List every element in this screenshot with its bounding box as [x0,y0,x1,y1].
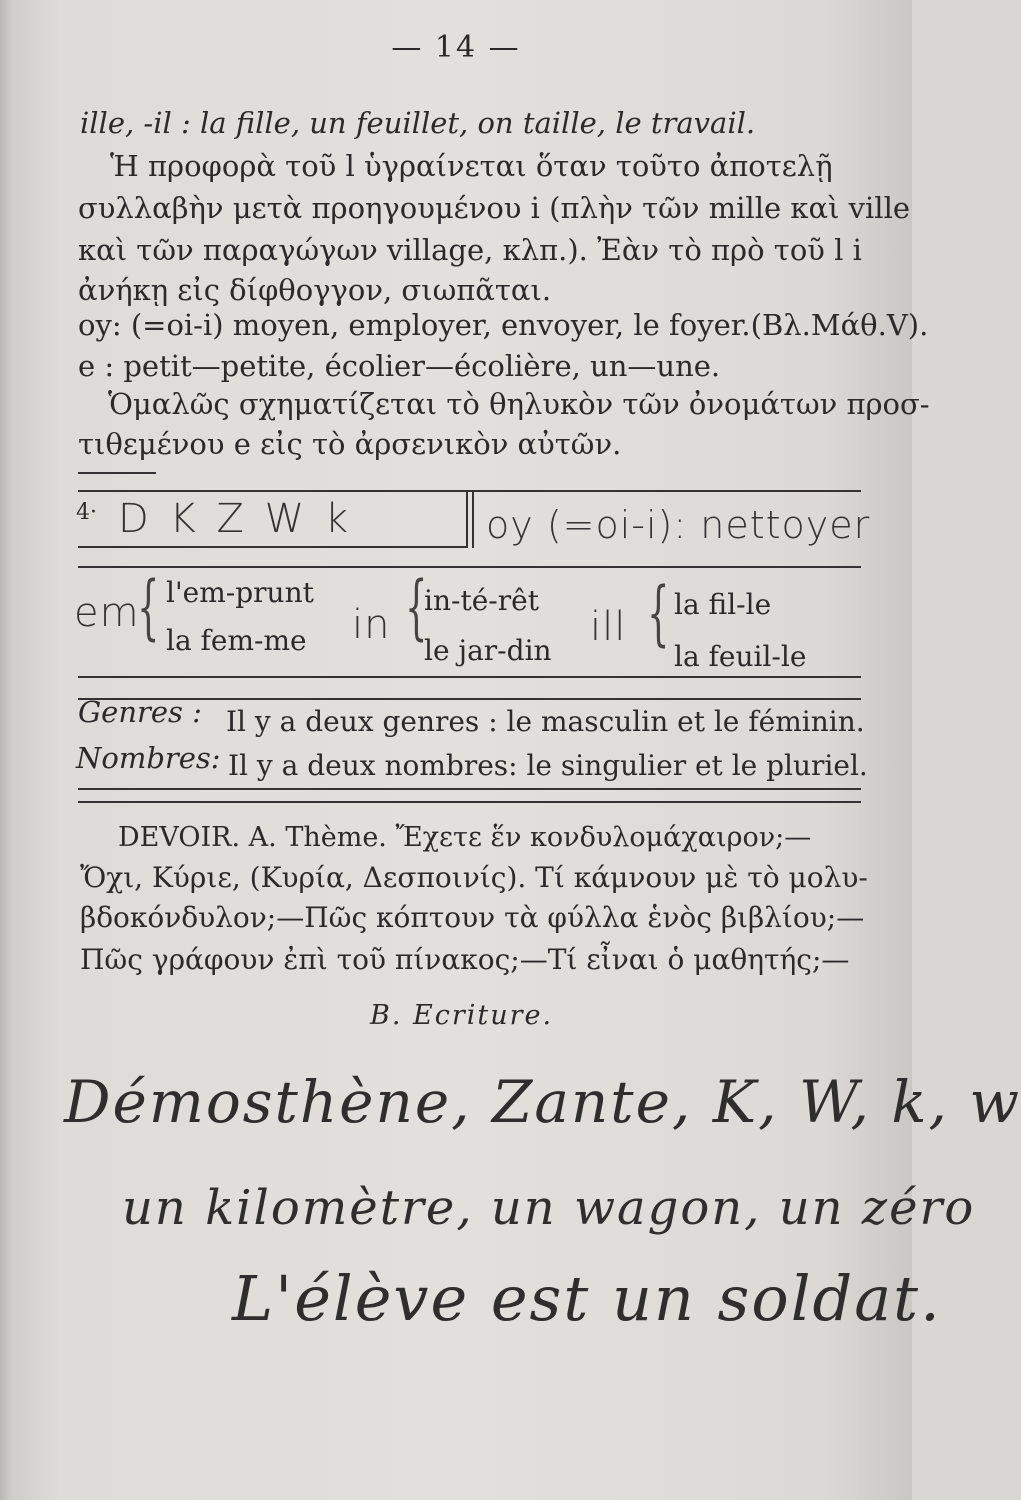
group-em-word-1: l'em-prunt [166,576,314,609]
table-bottom-rule [78,676,861,678]
group-in-word-2: le jar-din [424,634,552,667]
genres-text: Il y a deux genres : le masculin et le féminin. [226,705,865,738]
section-number: 4· [76,500,97,525]
devoir-line-1: DEVOIR. A. Thème. Ἔχετε ἕν κονδυλομάχαιρον;— [118,822,812,853]
genres-label: Genres : [78,695,202,729]
text-line-5: ἀνήκῃ εἰς δίφθογγον, σιωπᾶται. [78,273,552,307]
letters-row: D K Z W k [118,496,353,542]
group-ill-word-1: la fil-le [674,588,772,621]
group-in-word-1: in-té-rêt [424,584,539,617]
ecriture-heading: B. Ecriture. [370,1000,554,1031]
script-line-2: un kilomètre, un wagon, un zéro [122,1180,976,1236]
text-line-3: συλλαβὴν μετὰ προηγουμένου i (πλὴν τῶν mille καὶ ville [78,191,911,225]
oy-example: oy (=oi-i): nettoyer [486,503,871,547]
brace-icon: { [137,566,160,648]
devoir-line-2: Ὄχι, Κύριε, (Κυρία, Δεσποινίς). Τί κάμνουν μὲ τὸ μολυ- [80,861,868,894]
text-line-8: Ὁμαλῶς σχηματίζεται τὸ θηλυκὸν τῶν ὀνομάτων προσ- [108,387,930,421]
group-ill-word-2: la feuil-le [674,640,807,673]
text-line-2: Ἡ προφορὰ τοῦ l ὑγραίνεται ὅταν τοῦτο ἀποτελῇ [110,149,833,183]
nombres-label: Nombres: [76,741,221,775]
text-line-6: oy: (=oi-i) moyen, employer, envoyer, le foyer.(Βλ.Μάθ.V). [78,308,929,342]
script-line-1: Démosthène, Zante, K, W, k, w [64,1068,1021,1136]
group-label-ill: ill [590,604,627,650]
script-line-3: L'élève est un soldat. [232,1262,942,1335]
devoir-line-3: βδοκόνδυλον;—Πῶς κόπτουν τὰ φύλλα ἑνὸς βιβλίου;— [80,901,865,934]
text-line-4: καὶ τῶν παραγώγων village, κλπ.). Ἐὰν τὸ πρὸ τοῦ l i [78,233,862,267]
text-line-9: τιθεμένου e εἰς τὸ ἀρσενικὸν αὐτῶν. [78,427,622,461]
table-mid-rule [78,566,861,568]
section-rule [78,788,861,790]
table-divider [466,490,468,548]
table-divider-2 [472,490,474,548]
text-line-1: ille, -il : la fille, un feuillet, on taille, le travail. [80,106,756,140]
section-rule-2 [78,801,861,803]
devoir-line-4: Πῶς γράφουν ἐπὶ τοῦ πίνακος;—Τί εἶναι ὁ μαθητής;— [80,943,850,976]
group-em-word-2: la fem-me [166,624,307,657]
table-mid-rule-left [78,546,468,548]
nombres-text: Il y a deux nombres: le singulier et le pluriel. [228,749,868,782]
table-top-rule-left [78,472,156,474]
brace-icon: { [647,572,670,654]
page-number: — 14 — [391,30,521,65]
group-label-in: in [352,602,391,648]
text-line-7: e : petit—petite, écolier—écolière, un—une. [78,349,721,383]
brace-icon: { [405,566,428,648]
table-top-rule [78,490,861,492]
group-label-em: em [74,590,140,636]
